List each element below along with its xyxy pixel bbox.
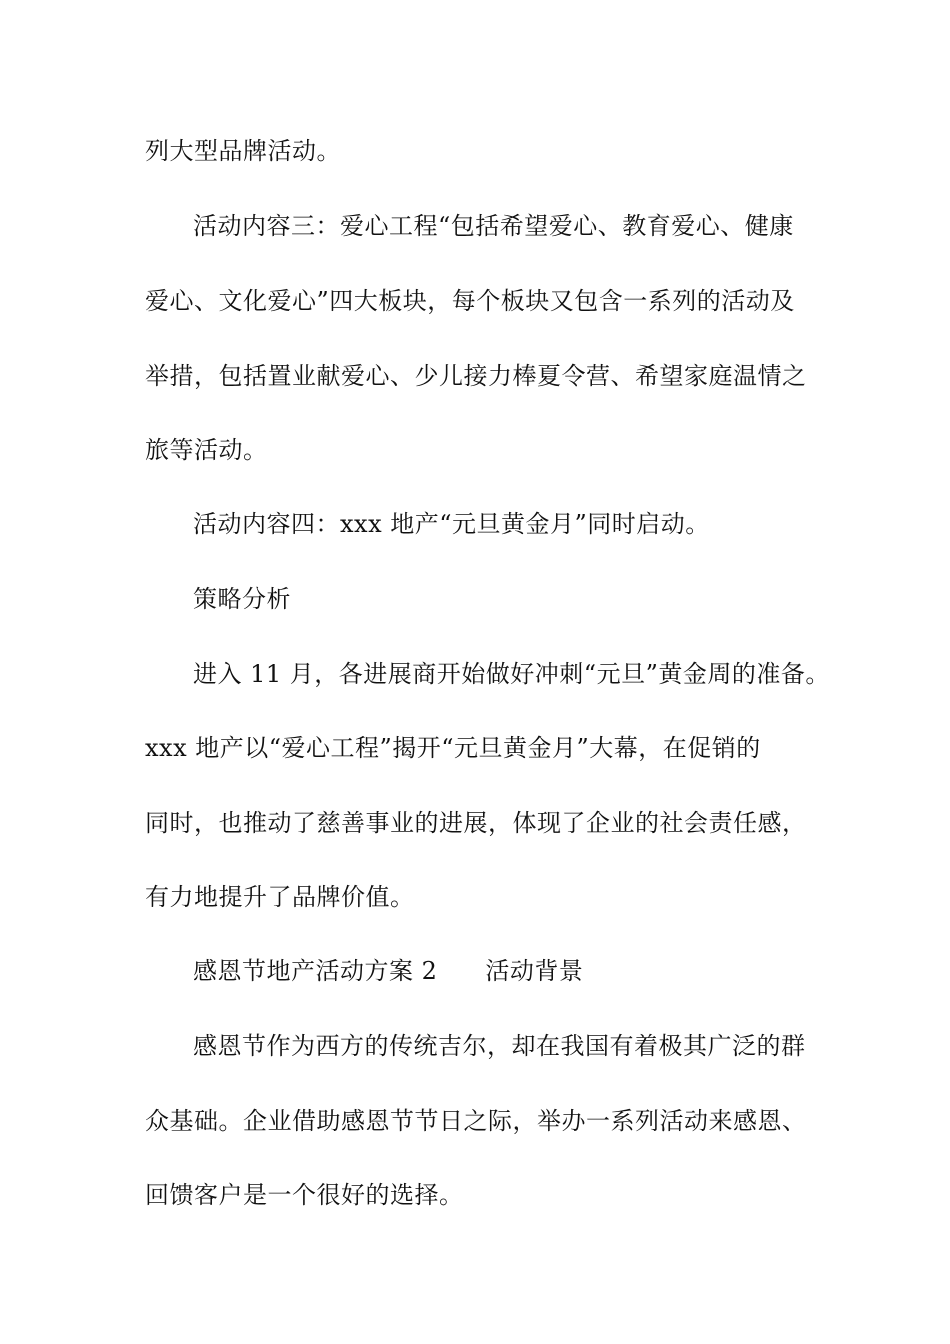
heading-line (193, 956, 583, 986)
text-line: xxx 地产以“爱心工程”揭开“元旦黄金月”大幕，在促销的 (145, 734, 761, 762)
text-line: 旅等活动。 (145, 436, 268, 464)
section-heading: 活动背景 (485, 957, 584, 985)
paragraph-start-line: 活动内容四：xxx 地产“元旦黄金月”同时启动。 (193, 510, 710, 538)
text-line: 举措，包括置业献爱心、少儿接力棒夏令营、希望家庭温情之 (145, 362, 807, 390)
section-heading: 策略分析 (193, 585, 291, 613)
text-line: 有力地提升了品牌价值。 (145, 883, 415, 911)
paragraph-start-line: 感恩节作为西方的传统吉尔，却在我国有着极其广泛的群 (193, 1032, 806, 1060)
paragraph-start-line: 进入 11 月，各进展商开始做好冲刺“元旦”黄金周的准备。 (193, 660, 830, 688)
text-line: 众基础。企业借助感恩节节日之际，举办一系列活动来感恩、 (145, 1107, 807, 1135)
document-title: 感恩节地产活动方案 2 (193, 957, 438, 985)
paragraph-start-line: 活动内容三：爱心工程“包括希望爱心、教育爱心、健康 (193, 212, 794, 240)
text-line: 列大型品牌活动。 (145, 137, 341, 165)
text-line: 回馈客户是一个很好的选择。 (145, 1181, 464, 1209)
text-line: 爱心、文化爱心”四大板块，每个板块又包含一系列的活动及 (145, 287, 795, 315)
text-line: 同时，也推动了慈善事业的进展，体现了企业的社会责任感， (145, 809, 807, 837)
